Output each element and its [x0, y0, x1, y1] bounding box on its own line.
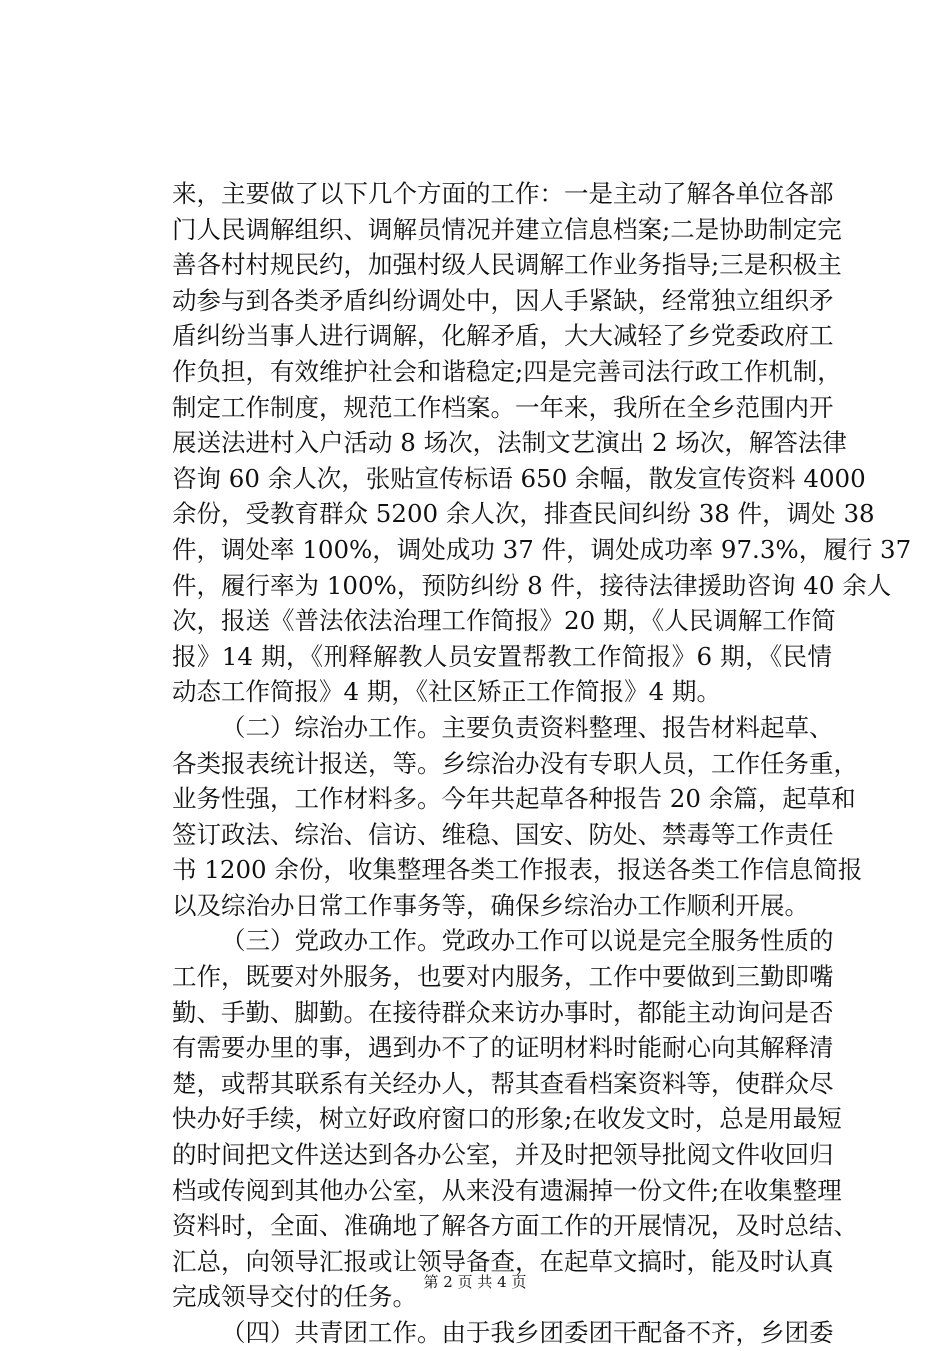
- page-number-footer: 第 2 页 共 4 页: [423, 1273, 527, 1291]
- text-line: 善各村村规民约，加强村级人民调解工作业务指导;三是积极主: [172, 250, 842, 280]
- text-line: 资料时，全面、准确地了解各方面工作的开展情况，及时总结、: [172, 1211, 858, 1241]
- text-line: 汇总，向领导汇报或让领导备查，在起草文搞时，能及时认真: [172, 1246, 834, 1276]
- text-line: 以及综治办日常工作事务等，确保乡综治办工作顺利开展。: [172, 890, 809, 920]
- text-line: 楚，或帮其联系有关经办人，帮其查看档案资料等，使群众尽: [172, 1068, 834, 1098]
- text-line: 各类报表统计报送，等。乡综治办没有专职人员，工作任务重，: [172, 748, 858, 778]
- text-line: 件，调处率 100%，调处成功 37 件，调处成功率 97.3%，履行 37: [172, 534, 912, 564]
- text-line: 报》14 期，《刑释解教人员安置帮教工作简报》6 期，《民情: [172, 641, 832, 671]
- text-line: 工作，既要对外服务，也要对内服务，工作中要做到三勤即嘴: [172, 962, 834, 992]
- text-line: 档或传阅到其他办公室，从来没有遗漏掉一份文件;在收集整理: [172, 1175, 842, 1205]
- text-line: 件，履行率为 100%，预防纠纷 8 件，接待法律援助咨询 40 余人: [172, 570, 892, 600]
- text-line: 次，报送《普法依法治理工作简报》20 期，《人民调解工作简: [172, 606, 836, 636]
- text-line: 快办好手续，树立好政府窗口的形象;在收发文时，总是用最短: [172, 1104, 842, 1134]
- text-line: 余份，受教育群众 5200 余人次，排查民间纠纷 38 件，调处 38: [172, 499, 875, 529]
- text-line: 业务性强，工作材料多。今年共起草各种报告 20 余篇，起草和: [172, 784, 856, 814]
- section-heading-line: （三）党政办工作。党政办工作可以说是完全服务性质的: [221, 926, 834, 956]
- text-line: 来，主要做了以下几个方面的工作：一是主动了解各单位各部: [172, 179, 834, 208]
- section-heading-line: （四）共青团工作。由于我乡团委团干配备不齐，乡团委: [221, 1318, 834, 1347]
- text-line: 作负担，有效维护社会和谐稳定;四是完善司法行政工作机制，: [172, 356, 842, 386]
- text-line: 盾纠纷当事人进行调解，化解矛盾，大大减轻了乡党委政府工: [172, 321, 834, 351]
- text-line: 完成领导交付的任务。: [172, 1282, 417, 1312]
- text-line: 门人民调解组织、调解员情况并建立信息档案;二是协助制定完: [172, 214, 842, 244]
- text-line: 制定工作制度，规范工作档案。一年来，我所在全乡范围内开: [172, 392, 834, 422]
- text-line: 咨询 60 余人次，张贴宣传标语 650 余幅，散发宣传资料 4000: [172, 463, 866, 493]
- section-heading-line: （二）综治办工作。主要负责资料整理、报告材料起草、: [221, 712, 834, 742]
- text-line: 有需要办里的事，遇到办不了的证明材料时能耐心向其解释清: [172, 1033, 834, 1063]
- text-line: 展送法进村入户活动 8 场次，法制文艺演出 2 场次，解答法律: [172, 428, 847, 458]
- text-line: 书 1200 余份，收集整理各类工作报表，报送各类工作信息简报: [172, 855, 863, 885]
- text-line: 勤、手勤、脚勤。在接待群众来访办事时，都能主动询问是否: [172, 997, 834, 1027]
- text-line: 动参与到各类矛盾纠纷调处中，因人手紧缺，经常独立组织矛: [172, 285, 834, 315]
- text-line: 动态工作简报》4 期，《社区矫正工作简报》4 期。: [172, 677, 721, 707]
- document-body: [172, 176, 912, 1351]
- text-line: 签订政法、综治、信访、维稳、国安、防处、禁毒等工作责任: [172, 819, 834, 849]
- text-line: 的时间把文件送达到各办公室，并及时把领导批阅文件收回归: [172, 1140, 834, 1170]
